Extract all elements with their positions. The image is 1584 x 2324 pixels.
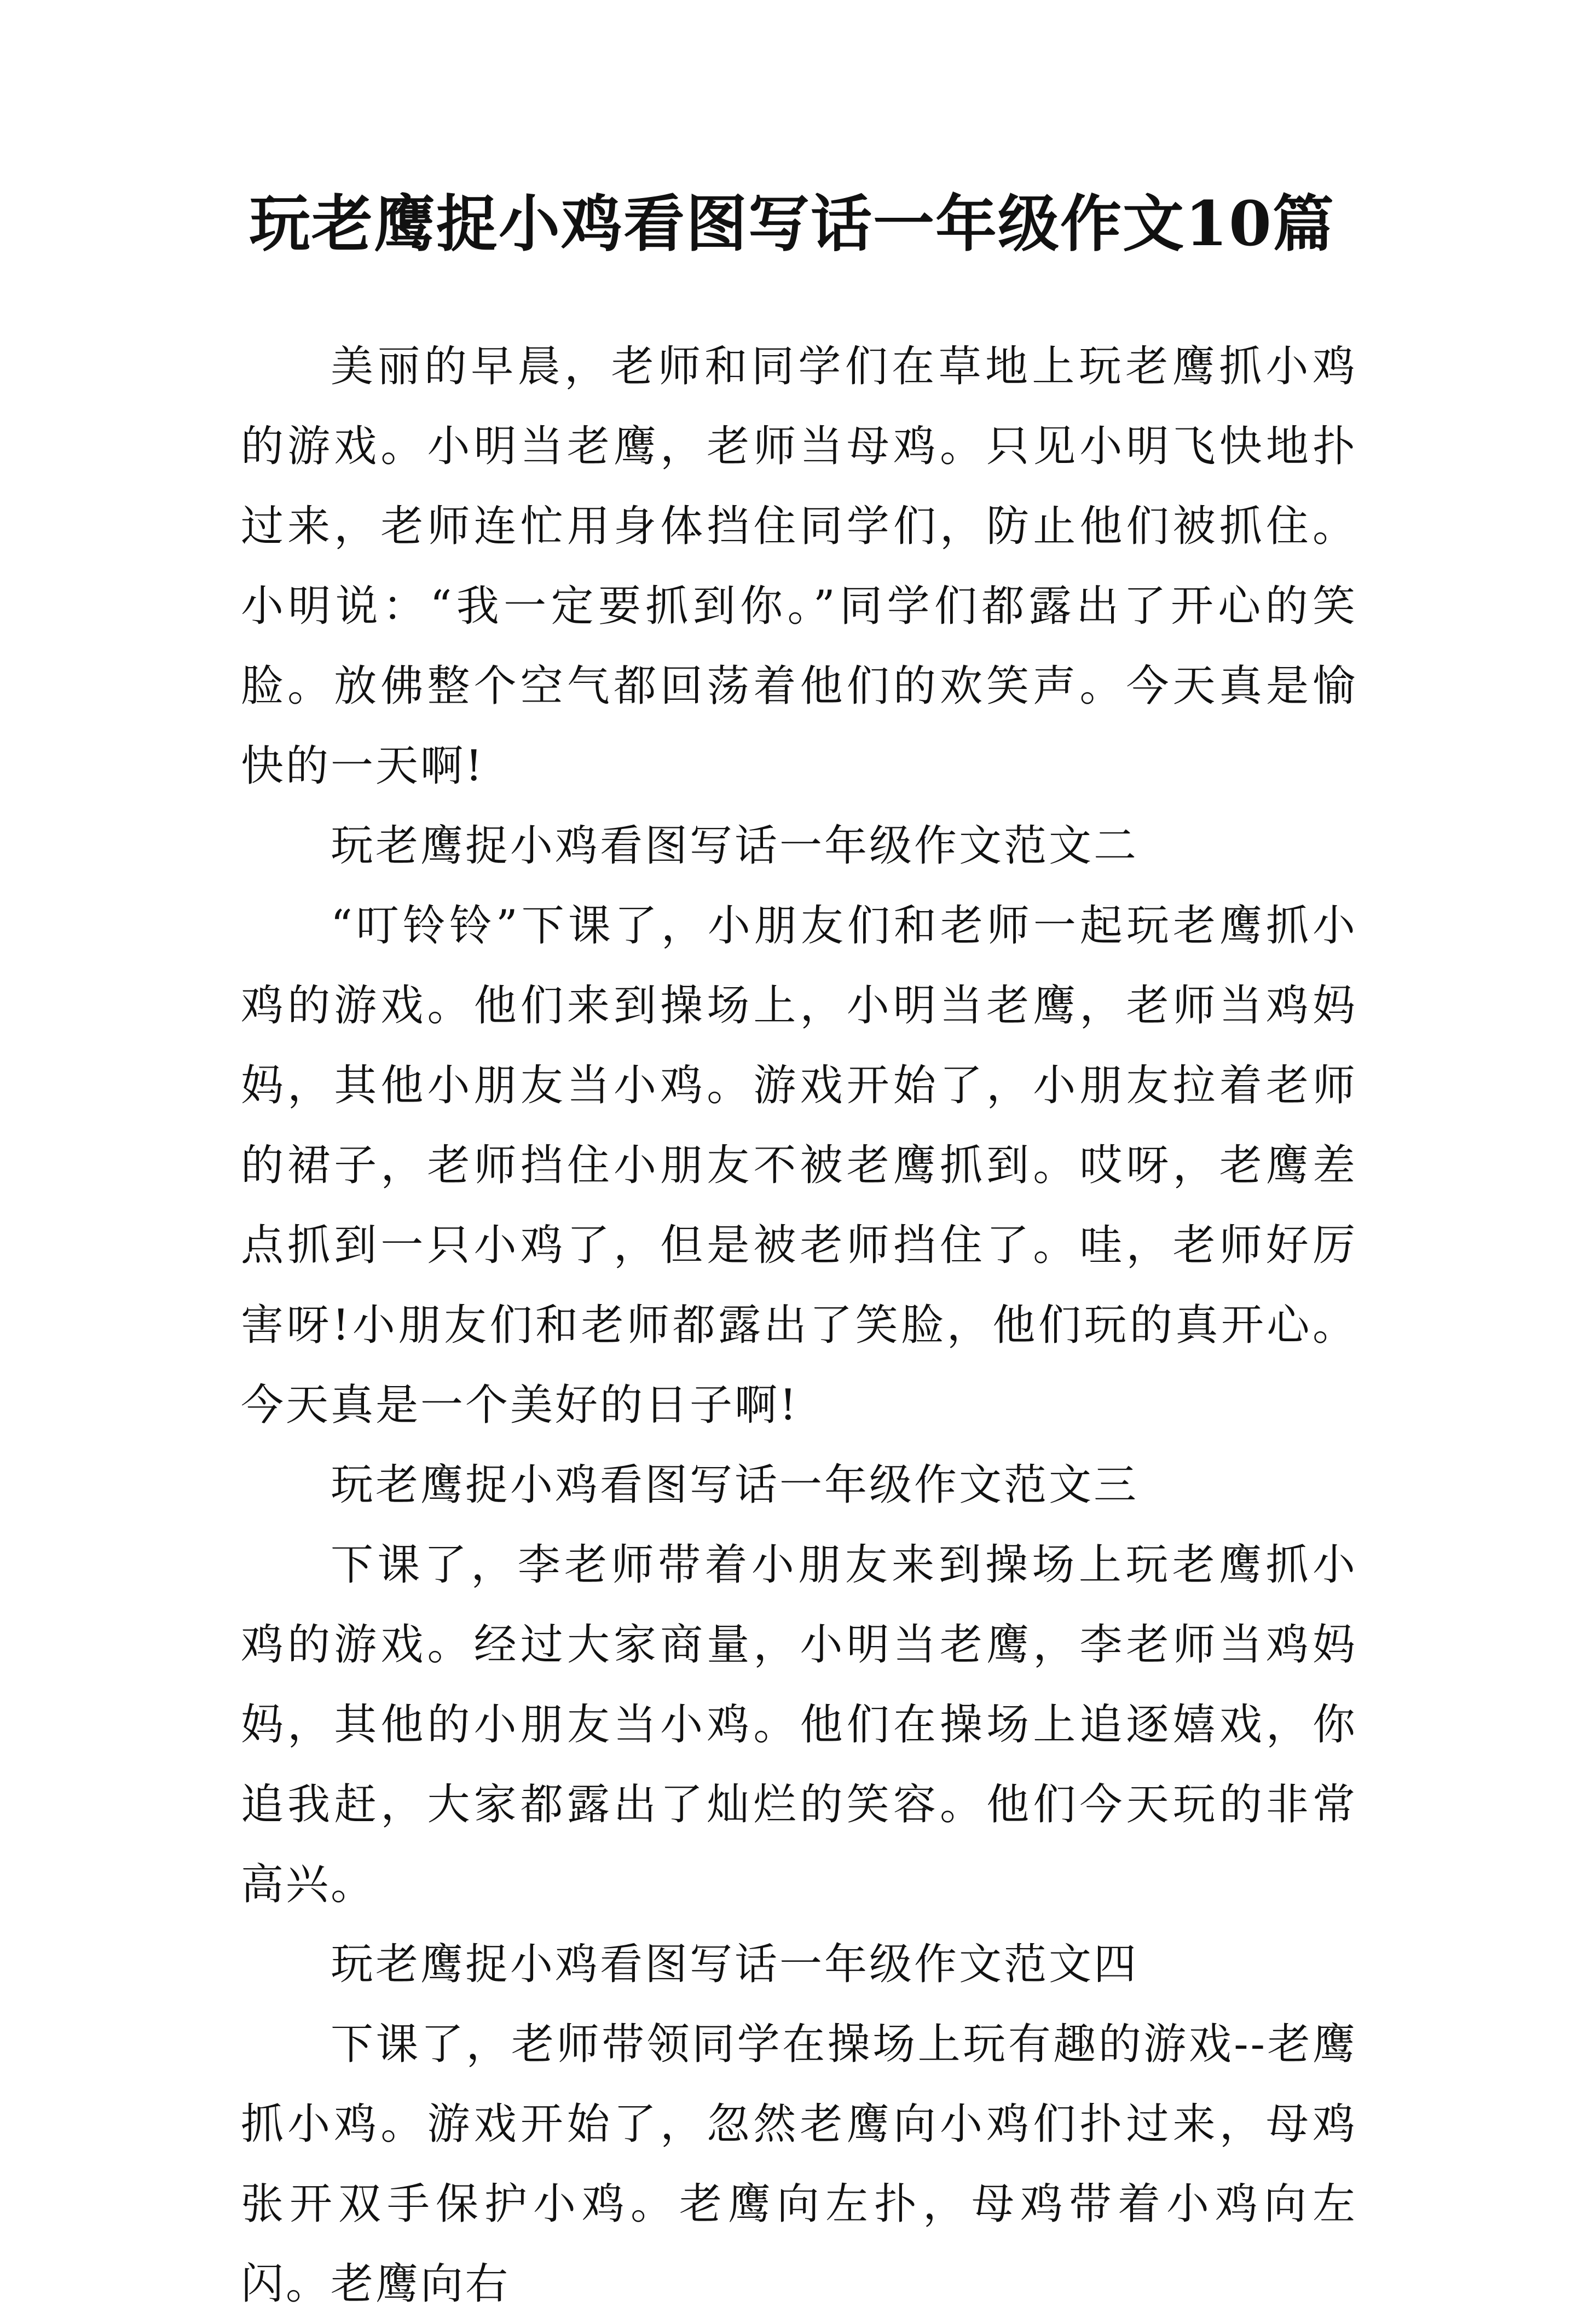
document-title: 玩老鹰捉小鸡看图写话一年级作文10篇 xyxy=(249,188,1335,260)
paragraph: 下课了，李老师带着小朋友来到操场上玩老鹰抓小鸡的游戏。经过大家商量，小明当老鹰，李老师当鸡妈妈，其他的小朋友当小鸡。他们在操场上追逐嬉戏，你追我赶，大家都露出了灿烂的笑容。他们今天玩的非常高兴。 xyxy=(241,1540,1357,1909)
document-body xyxy=(241,327,1357,2324)
section-heading: 玩老鹰捉小鸡看图写话一年级作文范文二 xyxy=(331,821,1139,871)
section-heading: 玩老鹰捉小鸡看图写话一年级作文范文三 xyxy=(331,1461,1139,1510)
paragraph: 美丽的早晨，老师和同学们在草地上玩老鹰抓小鸡的游戏。小明当老鹰，老师当母鸡。只见小明飞快地扑过来，老师连忙用身体挡住同学们，防止他们被抓住。小明说：“我一定要抓到你。”同学们都露出了开心的笑脸。放佛整个空气都回荡着他们的欢笑声。今天真是愉快的一天啊! xyxy=(241,342,1357,791)
paragraph: “叮铃铃”下课了，小朋友们和老师一起玩老鹰抓小鸡的游戏。他们来到操场上，小明当老鹰，老师当鸡妈妈，其他小朋友当小鸡。游戏开始了，小朋友拉着老师的裙子，老师挡住小朋友不被老鹰抓到。哎呀，老鹰差点抓到一只小鸡了，但是被老师挡住了。哇，老师好厉害呀!小朋友们和老师都露出了笑脸，他们玩的真开心。今天真是一个美好的日子啊! xyxy=(241,901,1357,1430)
section-heading: 玩老鹰捉小鸡看图写话一年级作文范文四 xyxy=(331,1940,1139,1989)
paragraph: 下课了，老师带领同学在操场上玩有趣的游戏--老鹰抓小鸡。游戏开始了，忽然老鹰向小鸡们扑过来，母鸡张开双手保护小鸡。老鹰向左扑，母鸡带着小鸡向左闪。老鹰向右 xyxy=(241,2020,1357,2309)
